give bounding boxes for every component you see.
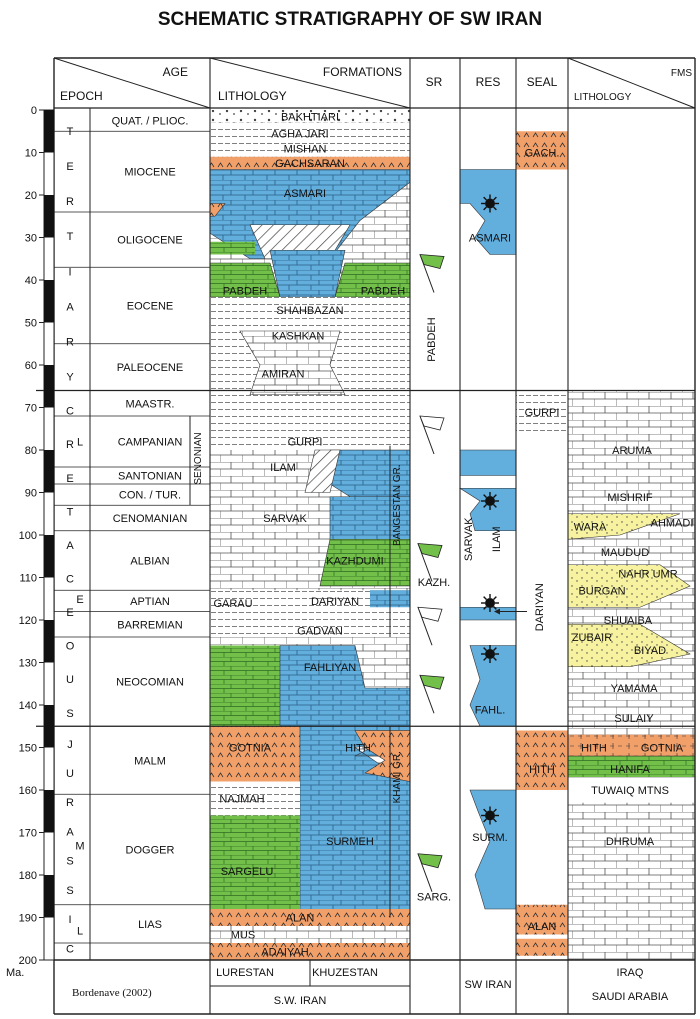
age-tick-label: 140 xyxy=(18,700,37,712)
formation-label: ALAN xyxy=(285,912,315,925)
formation-label: PABDEH xyxy=(222,285,268,298)
sr-label: PABDEH xyxy=(426,317,438,362)
header-formations: FORMATIONS xyxy=(322,65,402,79)
fms-label: TUWAIQ MTNS xyxy=(591,785,669,797)
age-axis-band xyxy=(44,790,54,833)
formation-label: GOTNIA xyxy=(228,742,272,755)
age-axis-band xyxy=(44,450,54,493)
sub-epoch-label: M xyxy=(75,840,85,853)
chart-title: SCHEMATIC STRATIGRAPHY OF SW IRAN xyxy=(157,9,543,30)
oil-field-icon xyxy=(485,649,495,659)
age-axis-band xyxy=(44,620,54,663)
seal-label: GACH. xyxy=(524,147,560,160)
formation-label: AGHA JARI xyxy=(271,128,329,141)
age-axis-band xyxy=(44,875,54,918)
fms-label: BURGAN xyxy=(578,585,626,598)
pabdeh-limestone-fill xyxy=(270,250,345,297)
formation-label: SARVAK xyxy=(263,513,307,525)
oil-field-icon xyxy=(485,496,495,506)
seal-label: DARIYAN xyxy=(534,583,546,632)
period-letter: C xyxy=(66,405,74,418)
formation-label: GURPI xyxy=(287,436,323,449)
age-tick-label: 60 xyxy=(24,360,37,372)
age-tick-label: 120 xyxy=(18,615,37,627)
epoch-label: SANTONIAN xyxy=(118,470,182,483)
sr-flag-sargelu xyxy=(418,854,442,868)
fms-label: GOTNIA xyxy=(640,742,684,755)
formation-label: AMIRAN xyxy=(261,368,305,381)
sub-epoch-label: E xyxy=(76,593,84,606)
adaiyah-fill xyxy=(210,943,410,960)
age-tick-label: 110 xyxy=(19,572,37,585)
senonian-label: SENONIAN xyxy=(193,432,204,485)
period-letter: E xyxy=(66,607,74,620)
sub-epoch-label: L xyxy=(76,436,84,449)
fms-label: ARUMA xyxy=(612,445,652,457)
age-tick-label: 90 xyxy=(24,487,37,500)
period-letter: E xyxy=(66,161,74,174)
header-lithology: LITHOLOGY xyxy=(218,89,287,103)
green-band-fill xyxy=(210,242,255,255)
header-fms: FMS xyxy=(670,68,692,79)
seal-label: GURPI xyxy=(524,406,560,419)
group-label: KHAMI GR. xyxy=(392,751,403,804)
age-tick-label: 80 xyxy=(24,445,37,457)
age-axis-band xyxy=(44,705,54,748)
footer-iraq: IRAQ xyxy=(616,967,644,979)
age-axis-band xyxy=(44,110,54,153)
fms-label: ZUBAIR xyxy=(571,632,613,644)
age-tick-label: 70 xyxy=(24,402,37,415)
period-letter: A xyxy=(66,301,74,314)
seal-label: ALAN xyxy=(527,921,557,933)
footer-sw-iran-lower: S.W. IRAN xyxy=(273,995,327,1007)
oil-field-icon xyxy=(485,811,495,821)
age-tick-label: 130 xyxy=(18,657,37,670)
res-surmeh-fill xyxy=(470,790,516,909)
period-letter: A xyxy=(66,826,74,839)
formation-label: SURMEH xyxy=(326,836,374,848)
epoch-label: PALEOCENE xyxy=(116,362,184,375)
formation-label: DARIYAN xyxy=(310,595,360,608)
period-letter: A xyxy=(66,539,74,552)
period-letter: C xyxy=(66,573,74,586)
period-letter: S xyxy=(66,707,74,720)
formation-label: GADVAN xyxy=(297,625,343,638)
formation-label: GARAU xyxy=(213,598,253,610)
sr-flag-pabdeh xyxy=(420,255,444,269)
formation-label: ASMARI xyxy=(283,187,327,200)
fms-label: SULAIY xyxy=(614,712,654,725)
age-tick-label: 160 xyxy=(18,785,37,797)
formation-label: SHAHBAZAN xyxy=(276,304,344,317)
age-tick-label: 20 xyxy=(24,190,37,202)
age-axis-band xyxy=(44,280,54,323)
age-axis-band xyxy=(44,535,54,578)
age-tick-label: 100 xyxy=(18,530,37,542)
header-sr: SR xyxy=(425,75,443,89)
age-tick-label: 180 xyxy=(18,870,37,882)
oil-field-icon xyxy=(485,199,495,209)
epoch-label: QUAT. / PLIOC. xyxy=(111,115,189,128)
oil-field-icon xyxy=(485,598,495,608)
age-tick-label: 190 xyxy=(18,912,37,925)
formation-label: KAZHDUMI xyxy=(326,555,384,568)
formation-label: GACHSARAN xyxy=(275,158,345,171)
formation-label: BAKHTIARI xyxy=(280,111,340,124)
formation-label: ADAIYAH xyxy=(261,946,309,959)
header-epoch: EPOCH xyxy=(60,89,103,103)
age-tick-label: 0 xyxy=(30,105,37,117)
fms-label: SHUAIBA xyxy=(603,615,653,627)
fms-label: NAHR UMR xyxy=(618,568,678,581)
period-letter: J xyxy=(67,738,73,751)
period-letter: R xyxy=(66,439,74,452)
sargelu-fill xyxy=(210,816,300,910)
period-letter: I xyxy=(68,266,72,279)
formation-label: SARGELU xyxy=(220,865,274,878)
epoch-label: APTIAN xyxy=(130,595,170,608)
period-letter: Y xyxy=(66,371,74,384)
res-label: SARVAK xyxy=(463,517,475,562)
footer-saudi: SAUDI ARABIA xyxy=(591,991,669,1003)
fms-label: BIYAD xyxy=(633,644,667,657)
epoch-label: CAMPANIAN xyxy=(117,436,183,449)
seal-adaiyah-fill xyxy=(516,939,568,956)
footer-khuzestan: KHUZESTAN xyxy=(312,967,378,979)
formation-label: ILAM xyxy=(270,462,296,474)
group-label: BANGESTAN GR. xyxy=(392,464,403,546)
fms-label: DHRUMA xyxy=(605,836,655,848)
fms-label: YAMAMA xyxy=(610,683,658,695)
period-letter: U xyxy=(66,674,74,687)
formation-label: PABDEH xyxy=(360,285,406,298)
period-letter: O xyxy=(65,640,75,653)
formation-label: KASHKAN xyxy=(271,330,325,343)
epoch-label: CON. / TUR. xyxy=(118,489,182,502)
period-letter: R xyxy=(66,797,74,810)
header-age: AGE xyxy=(162,65,188,79)
period-letter: C xyxy=(66,943,74,956)
res-label: ILAM xyxy=(491,526,503,553)
epoch-label: MALM xyxy=(134,755,166,768)
fms-label: HANIFA xyxy=(610,763,650,776)
epoch-label: EOCENE xyxy=(126,300,174,313)
epoch-label: BARREMIAN xyxy=(117,619,183,632)
period-letter: R xyxy=(66,336,74,349)
header-fms-lithology: LITHOLOGY xyxy=(574,92,632,103)
seal-label: HITH xyxy=(529,763,555,776)
ma-axis-label: Ma. xyxy=(6,967,25,979)
formation-label: MUS xyxy=(230,929,256,942)
fms-background xyxy=(568,391,695,961)
epoch-label: MAASTR. xyxy=(125,398,175,411)
sr-flag-kazhdumi xyxy=(418,544,442,558)
age-tick-label: 200 xyxy=(18,955,37,967)
period-letter: R xyxy=(66,196,74,209)
period-letter: U xyxy=(66,768,74,780)
sub-epoch-label: L xyxy=(76,925,84,938)
formation-label: FAHLIYAN xyxy=(303,661,357,674)
res-dariyan-fill xyxy=(460,607,516,620)
header-res: RES xyxy=(475,75,501,89)
res-ilam-fill xyxy=(460,450,516,476)
res-label: SURM. xyxy=(472,831,508,844)
age-tick-label: 40 xyxy=(24,275,37,287)
oil-field-icon-ray xyxy=(484,597,487,600)
period-letter: I xyxy=(68,914,72,927)
fms-label: HITH xyxy=(581,742,607,755)
period-letter: E xyxy=(66,472,74,485)
seal-hith-fill xyxy=(516,731,568,791)
res-label: FAHL. xyxy=(474,704,506,717)
formation-label: HITH xyxy=(345,742,371,755)
epoch-label: OLIGOCENE xyxy=(117,234,183,247)
formation-label: MISHAN xyxy=(283,143,327,156)
epoch-label: CENOMANIAN xyxy=(112,513,188,525)
age-tick-label: 150 xyxy=(18,742,37,755)
age-axis-band xyxy=(44,195,54,238)
sr-flag-neocomian xyxy=(420,675,444,689)
sr-label: SARG. xyxy=(416,891,452,904)
age-tick-label: 10 xyxy=(24,147,37,160)
period-letter: T xyxy=(66,126,74,139)
age-tick-label: 50 xyxy=(24,317,37,330)
fms-label: WARA xyxy=(573,521,607,534)
fms-label: MAUDUD xyxy=(600,547,650,559)
sr-flag-gurpi xyxy=(420,416,444,430)
fms-label: AHMADI xyxy=(650,517,694,530)
header-seal: SEAL xyxy=(526,75,558,89)
res-label: ASMARI xyxy=(468,232,512,245)
epoch-label: LIAS xyxy=(138,918,162,931)
oil-field-icon-ray xyxy=(494,597,497,600)
epoch-label: ALBIAN xyxy=(130,555,170,568)
period-letter: T xyxy=(66,506,74,519)
period-letter: T xyxy=(66,231,74,244)
formation-label: NAJMAH xyxy=(219,793,265,806)
age-tick-label: 30 xyxy=(24,232,37,245)
age-axis-band xyxy=(44,365,54,408)
lithology-fills xyxy=(210,110,695,960)
fms-label: MISHRIF xyxy=(607,491,653,504)
epoch-label: NEOCOMIAN xyxy=(116,676,184,689)
period-letter: S xyxy=(66,855,74,868)
sr-label: KAZH. xyxy=(417,576,451,589)
sr-flag-garau xyxy=(418,607,442,621)
age-tick-label: 170 xyxy=(18,827,37,840)
neocomian-green-fill xyxy=(210,646,280,727)
footer-lurestan: LURESTAN xyxy=(216,967,274,979)
credit-text: Bordenave (2002) xyxy=(72,987,152,999)
footer-sw-iran: SW IRAN xyxy=(464,979,512,991)
epoch-label: DOGGER xyxy=(125,844,175,857)
period-letter: S xyxy=(66,884,74,897)
epoch-label: MIOCENE xyxy=(124,166,176,179)
